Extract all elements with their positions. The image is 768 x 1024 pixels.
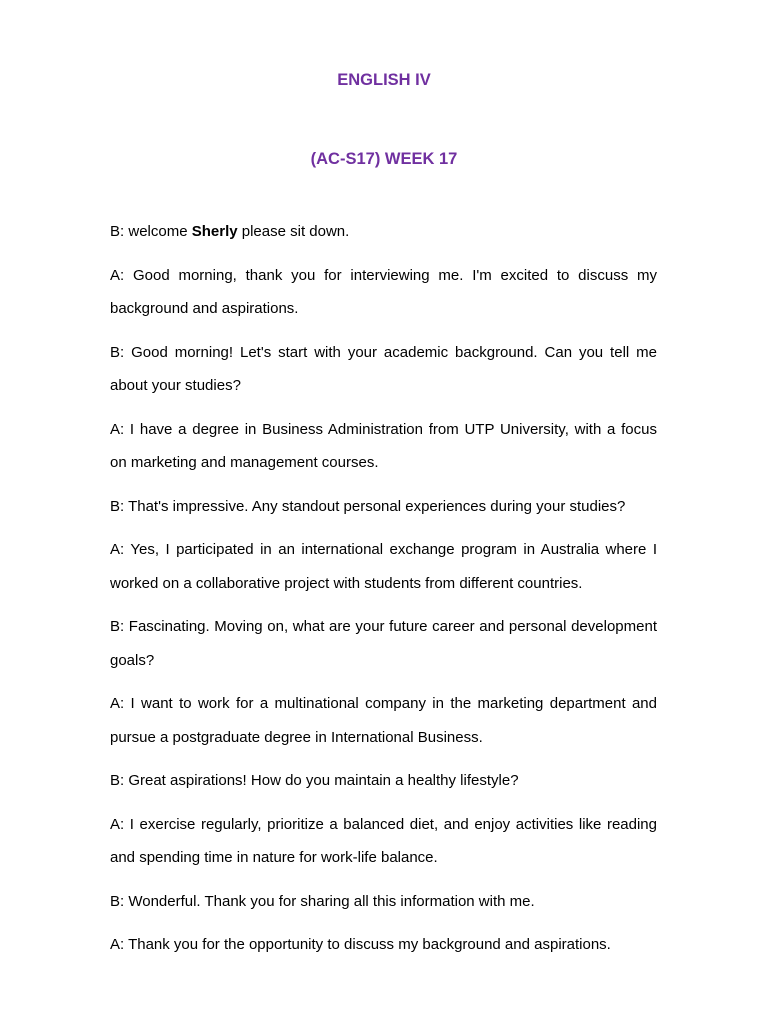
- dialogue-line: B: Great aspirations! How do you maintain a healthy lifestyle?: [110, 772, 519, 789]
- speaker-label: B:: [110, 223, 125, 240]
- dialogue-line: B: That's impressive. Any standout personal experiences during your studies?: [110, 497, 626, 515]
- dialogue-line: B: Wonderful. Thank you for sharing all this information with me.: [110, 892, 535, 910]
- dialogue-line: A: Good morning, thank you for interviewing me. I'm excited to discuss my background and aspirations.: [110, 266, 657, 317]
- dialogue-line: A: I exercise regularly, prioritize a balanced diet, and enjoy activities like reading and spending time in nature for work-life balance.: [110, 815, 657, 866]
- line-text: welcome: [124, 223, 192, 240]
- dialogue-line: B: Good morning! Let's start with your academic background. Can you tell me about your studies?: [110, 343, 657, 394]
- dialogue-line: A: I want to work for a multinational company in the marketing department and pursue a postgraduate degree in International Business.: [110, 695, 657, 746]
- dialogue: [110, 215, 657, 972]
- dialogue-line: [110, 215, 657, 249]
- line-text: please sit down.: [237, 223, 350, 240]
- dialogue-line: B: Fascinating. Moving on, what are your future career and personal development goals?: [110, 618, 657, 669]
- dialogue-line: A: I have a degree in Business Administration from UTP University, with a focus on marketing and management courses.: [110, 420, 657, 471]
- dialogue-line: A: Yes, I participated in an international exchange program in Australia where I worked on a collaborative project with students from different countries.: [110, 541, 657, 592]
- interviewee-name: Sherly: [191, 223, 238, 240]
- week-title: (AC-S17) WEEK 17: [310, 150, 458, 168]
- course-title: ENGLISH IV: [337, 71, 431, 89]
- dialogue-line: A: Thank you for the opportunity to discuss my background and aspirations.: [110, 936, 611, 953]
